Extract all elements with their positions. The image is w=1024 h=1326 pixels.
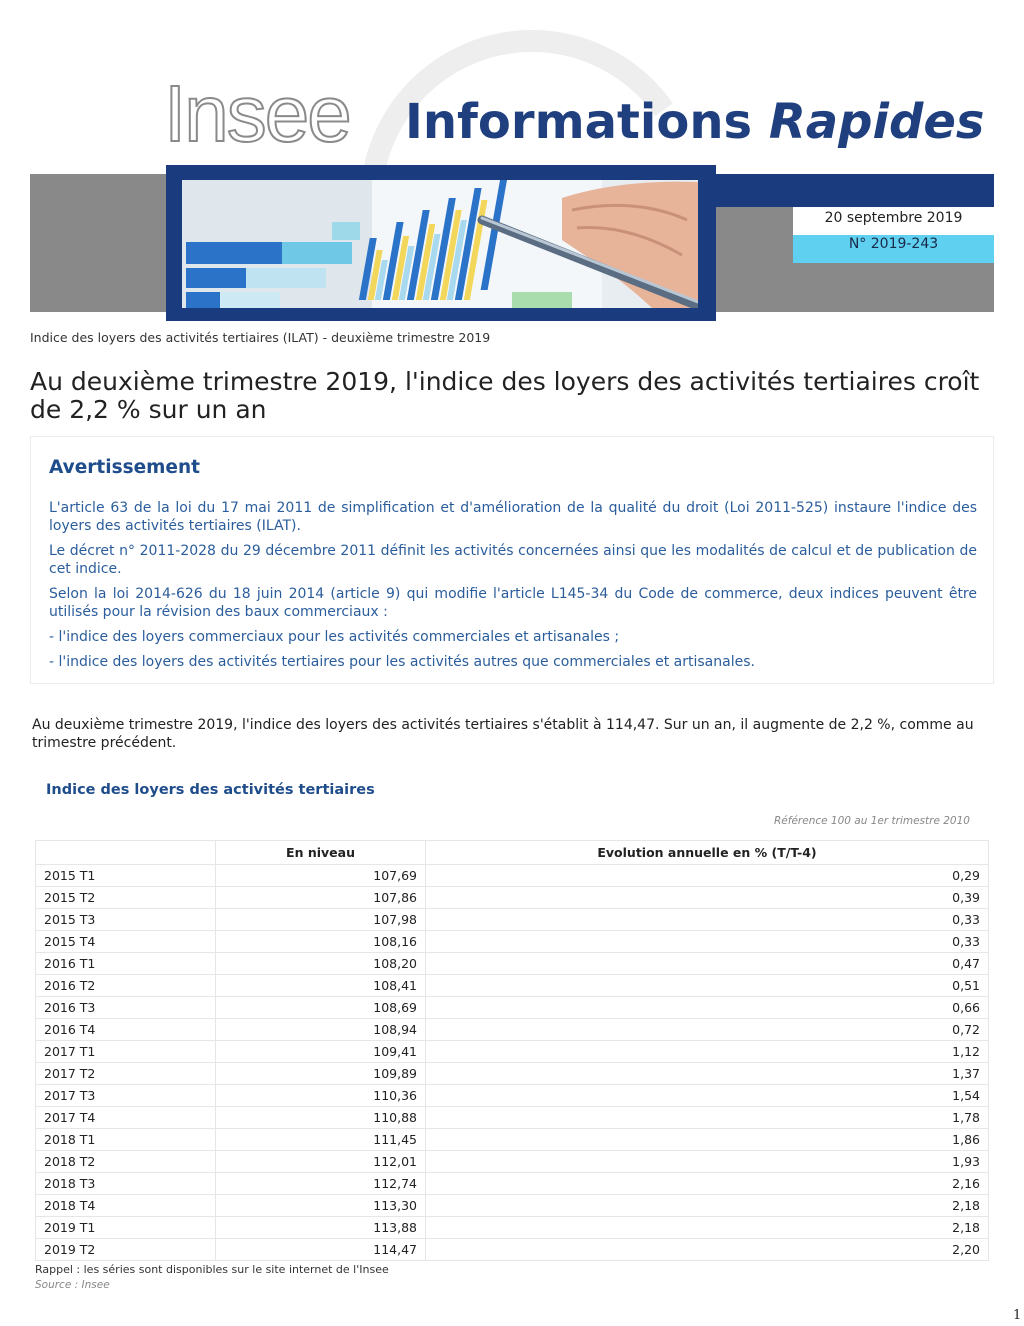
annual-change-cell: 1,93 bbox=[426, 1151, 989, 1173]
header-navy-strip bbox=[715, 174, 994, 207]
table-row bbox=[36, 997, 989, 1019]
warning-list-item: - l'indice des loyers commerciaux pour les activités commerciales et artisanales ; bbox=[49, 629, 620, 645]
period-cell: 2018 T2 bbox=[36, 1151, 216, 1173]
period-cell: 2015 T3 bbox=[36, 909, 216, 931]
page-title: Au deuxième trimestre 2019, l'indice des loyers des activités tertiaires croît de 2,2 % sur un an bbox=[30, 367, 980, 424]
period-cell: 2015 T4 bbox=[36, 931, 216, 953]
warning-paragraph: Le décret n° 2011-2028 du 29 décembre 2011 définit les activités concernées ainsi que les modalités de calcul et de publication de cet indice. bbox=[49, 543, 977, 577]
period-cell: 2017 T2 bbox=[36, 1063, 216, 1085]
annual-change-cell: 0,33 bbox=[426, 931, 989, 953]
table-header-row bbox=[36, 841, 989, 865]
annual-change-cell: 0,72 bbox=[426, 1019, 989, 1041]
level-cell: 113,30 bbox=[216, 1195, 426, 1217]
publication-brand bbox=[405, 94, 985, 150]
table-body bbox=[36, 865, 989, 1261]
table-row bbox=[36, 887, 989, 909]
table-title: Indice des loyers des activités tertiaires bbox=[46, 782, 375, 798]
annual-change-cell: 0,51 bbox=[426, 975, 989, 997]
annual-change-cell: 0,39 bbox=[426, 887, 989, 909]
level-cell: 109,89 bbox=[216, 1063, 426, 1085]
publication-date: 20 septembre 2019 bbox=[793, 207, 994, 235]
table-row bbox=[36, 1129, 989, 1151]
table-row bbox=[36, 1063, 989, 1085]
period-cell: 2018 T3 bbox=[36, 1173, 216, 1195]
period-cell: 2016 T4 bbox=[36, 1019, 216, 1041]
annual-change-cell: 0,29 bbox=[426, 865, 989, 887]
column-header-period bbox=[36, 841, 216, 865]
level-cell: 113,88 bbox=[216, 1217, 426, 1239]
table-row bbox=[36, 1217, 989, 1239]
level-cell: 109,41 bbox=[216, 1041, 426, 1063]
table-row bbox=[36, 865, 989, 887]
annual-change-cell: 1,86 bbox=[426, 1129, 989, 1151]
level-cell: 112,74 bbox=[216, 1173, 426, 1195]
warning-list-item: - l'indice des loyers des activités tertiaires pour les activités autres que commerciales et artisanales. bbox=[49, 654, 755, 670]
level-cell: 112,01 bbox=[216, 1151, 426, 1173]
period-cell: 2019 T1 bbox=[36, 1217, 216, 1239]
lead-paragraph: Au deuxième trimestre 2019, l'indice des loyers des activités tertiaires s'établit à 114,47. Sur un an, il augmente de 2,2 %, comme au trimestre précédent. bbox=[32, 717, 974, 751]
chart-and-pen-illustration bbox=[182, 180, 698, 308]
level-cell: 114,47 bbox=[216, 1239, 426, 1261]
insee-logo: Insee bbox=[164, 69, 350, 158]
period-cell: 2015 T1 bbox=[36, 865, 216, 887]
period-cell: 2016 T2 bbox=[36, 975, 216, 997]
period-cell: 2017 T1 bbox=[36, 1041, 216, 1063]
page-number: 1 bbox=[1013, 1308, 1022, 1323]
annual-change-cell: 2,16 bbox=[426, 1173, 989, 1195]
brand-word-informations: Informations bbox=[405, 94, 753, 150]
table-row bbox=[36, 1195, 989, 1217]
table-row bbox=[36, 953, 989, 975]
brand-word-rapides: Rapides bbox=[768, 94, 985, 150]
warning-paragraph: Selon la loi 2014-626 du 18 juin 2014 (article 9) qui modifie l'article L145-34 du Code de commerce, deux indices peuvent être utilisés pour la révision des baux commerciaux : bbox=[49, 586, 977, 620]
period-cell: 2018 T1 bbox=[36, 1129, 216, 1151]
table-row bbox=[36, 909, 989, 931]
annual-change-cell: 1,12 bbox=[426, 1041, 989, 1063]
level-cell: 110,36 bbox=[216, 1085, 426, 1107]
table-row bbox=[36, 1041, 989, 1063]
annual-change-cell: 2,18 bbox=[426, 1217, 989, 1239]
header-photo bbox=[182, 180, 698, 308]
period-cell: 2016 T1 bbox=[36, 953, 216, 975]
warning-box bbox=[30, 436, 994, 684]
period-cell: 2015 T2 bbox=[36, 887, 216, 909]
table-row bbox=[36, 1151, 989, 1173]
warning-title: Avertissement bbox=[49, 457, 200, 478]
annual-change-cell: 2,20 bbox=[426, 1239, 989, 1261]
level-cell: 107,69 bbox=[216, 865, 426, 887]
column-header-annual-change: Evolution annuelle en % (T/T-4) bbox=[426, 841, 989, 865]
index-table bbox=[35, 840, 989, 1261]
table-row bbox=[36, 1085, 989, 1107]
period-cell: 2019 T2 bbox=[36, 1239, 216, 1261]
warning-paragraph: L'article 63 de la loi du 17 mai 2011 de simplification et d'amélioration de la qualité du droit (Loi 2011-525) instaure l'indice des loyers des activités tertiaires (ILAT). bbox=[49, 500, 977, 534]
level-cell: 108,69 bbox=[216, 997, 426, 1019]
level-cell: 108,94 bbox=[216, 1019, 426, 1041]
level-cell: 110,88 bbox=[216, 1107, 426, 1129]
table-row bbox=[36, 931, 989, 953]
annual-change-cell: 0,33 bbox=[426, 909, 989, 931]
period-cell: 2018 T4 bbox=[36, 1195, 216, 1217]
annual-change-cell: 0,47 bbox=[426, 953, 989, 975]
table-row bbox=[36, 1239, 989, 1261]
column-header-level: En niveau bbox=[216, 841, 426, 865]
level-cell: 108,16 bbox=[216, 931, 426, 953]
level-cell: 107,98 bbox=[216, 909, 426, 931]
table-row bbox=[36, 975, 989, 997]
period-cell: 2017 T3 bbox=[36, 1085, 216, 1107]
table-source: Source : Insee bbox=[35, 1279, 110, 1291]
annual-change-cell: 1,37 bbox=[426, 1063, 989, 1085]
level-cell: 108,41 bbox=[216, 975, 426, 997]
annual-change-cell: 0,66 bbox=[426, 997, 989, 1019]
table-note: Rappel : les séries sont disponibles sur le site internet de l'Insee bbox=[35, 1263, 389, 1276]
annual-change-cell: 1,78 bbox=[426, 1107, 989, 1129]
period-cell: 2017 T4 bbox=[36, 1107, 216, 1129]
level-cell: 111,45 bbox=[216, 1129, 426, 1151]
breadcrumb: Indice des loyers des activités tertiaires (ILAT) - deuxième trimestre 2019 bbox=[30, 330, 491, 345]
level-cell: 107,86 bbox=[216, 887, 426, 909]
level-cell: 108,20 bbox=[216, 953, 426, 975]
table-row bbox=[36, 1019, 989, 1041]
period-cell: 2016 T3 bbox=[36, 997, 216, 1019]
publication-number: N° 2019-243 bbox=[793, 235, 994, 263]
table-reference-note: Référence 100 au 1er trimestre 2010 bbox=[774, 815, 970, 827]
annual-change-cell: 2,18 bbox=[426, 1195, 989, 1217]
annual-change-cell: 1,54 bbox=[426, 1085, 989, 1107]
table-row bbox=[36, 1107, 989, 1129]
table-row bbox=[36, 1173, 989, 1195]
